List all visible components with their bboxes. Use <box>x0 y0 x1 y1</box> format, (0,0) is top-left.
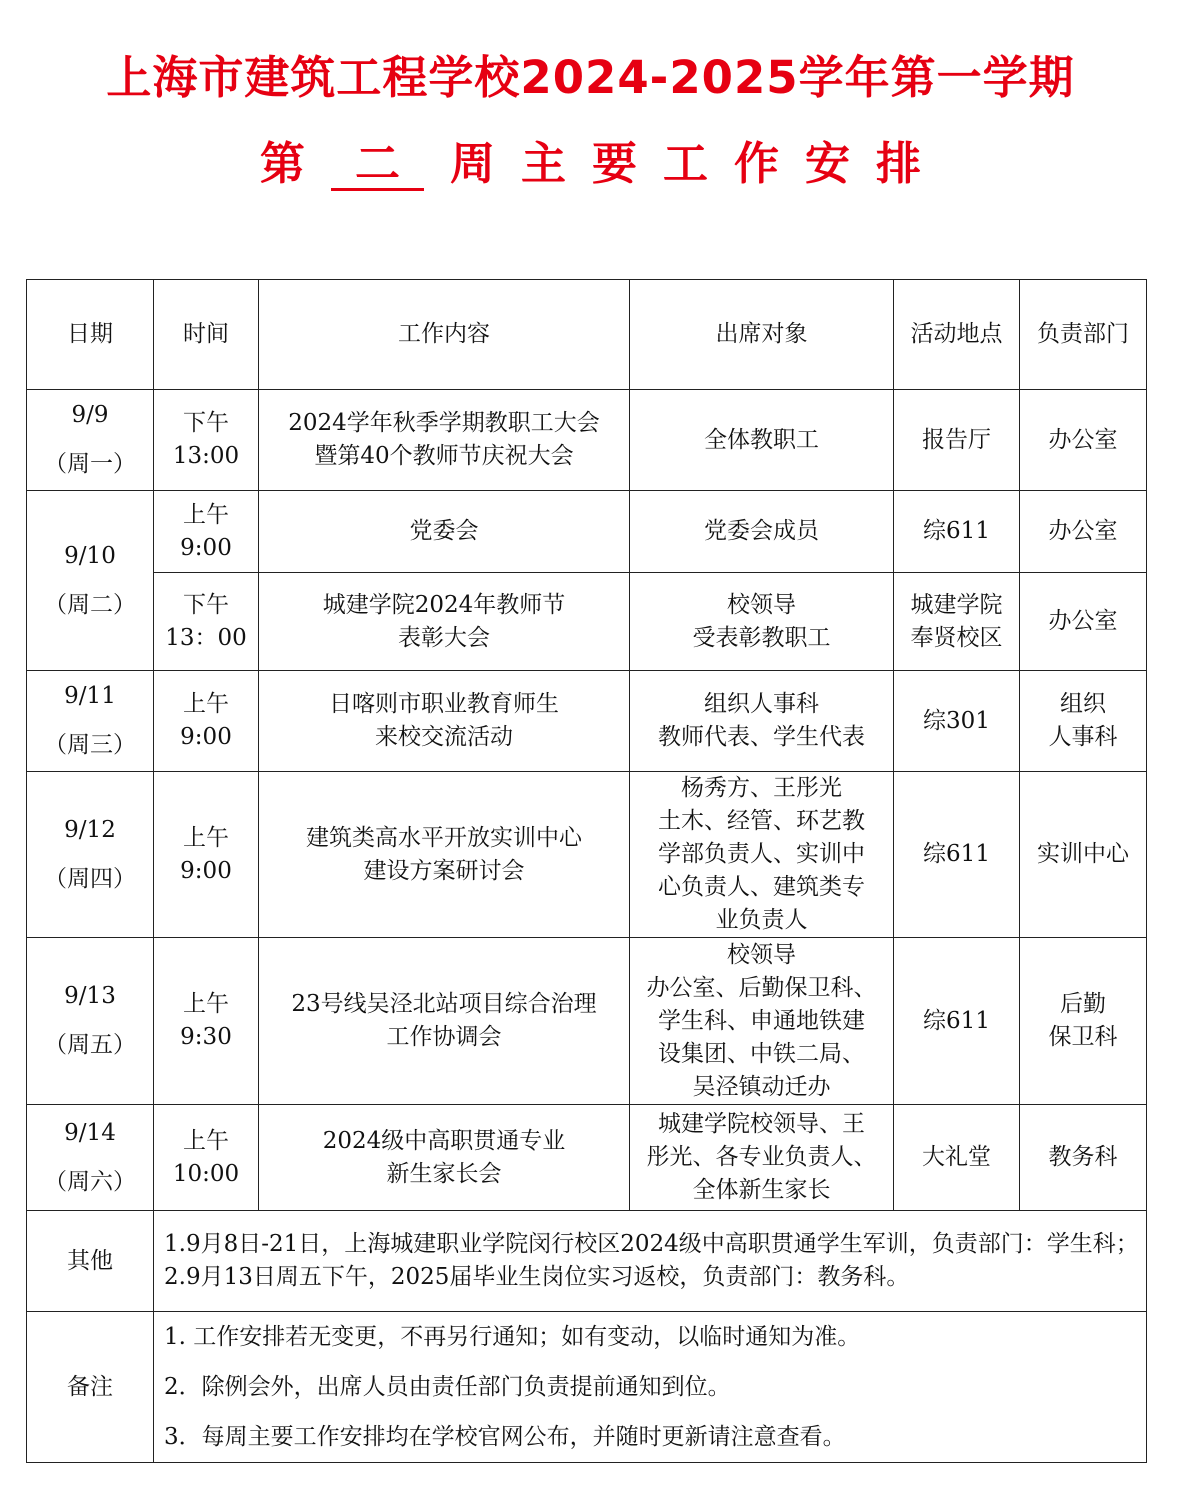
attendees-cell-line: 杨秀方、王彤光 <box>681 775 842 801</box>
attendees-cell-line: 业负责人 <box>715 907 808 933</box>
attendees-cell-line: 全体教职工 <box>704 426 819 453</box>
column-header: 负责部门 <box>1020 280 1147 390</box>
subtitle-char: 主 <box>520 137 566 190</box>
date-cell <box>27 671 154 772</box>
content-cell-line: 来校交流活动 <box>375 724 513 750</box>
other-line: 2.9月13日周五下午，2025届毕业生岗位实习返校，负责部门：教务科。 <box>164 1264 910 1290</box>
location-cell-line: 大礼堂 <box>922 1144 991 1170</box>
schedule-row <box>27 491 1147 573</box>
time-cell-line: 10:00 <box>172 1160 240 1187</box>
content-cell-line: 表彰大会 <box>398 624 490 651</box>
notes-row <box>27 1312 1147 1463</box>
attendees-cell <box>630 938 894 1105</box>
location-cell-line: 综301 <box>923 707 990 734</box>
time-cell-line: 上午 <box>183 691 229 717</box>
content-cell <box>259 671 630 772</box>
content-cell-line: 23号线吴泾北站项目综合治理 <box>291 991 597 1017</box>
date: 9/11 <box>64 683 116 709</box>
schedule-row <box>27 938 1147 1105</box>
schedule-row <box>27 772 1147 938</box>
date: 9/9 <box>71 402 109 428</box>
attendees-cell-line: 校领导 <box>727 591 796 618</box>
attendees-cell <box>630 491 894 573</box>
content-cell-line: 党委会 <box>409 518 479 544</box>
subtitle-char: 排 <box>876 137 922 190</box>
time-cell <box>154 772 259 938</box>
column-header: 日期 <box>27 280 154 390</box>
content-cell-line: 建设方案研讨会 <box>363 857 525 884</box>
other-label: 其他 <box>27 1211 154 1312</box>
date-cell <box>27 390 154 491</box>
attendees-cell-line: 受表彰教职工 <box>692 624 831 651</box>
attendees-cell-line: 办公室、后勤保卫科、 <box>646 974 877 1001</box>
time-cell-line: 9:30 <box>180 1024 232 1050</box>
department-cell <box>1020 671 1147 772</box>
subtitle-char: 周 <box>449 137 495 190</box>
weekday: （周三） <box>44 732 136 758</box>
table-header-row <box>27 280 1147 390</box>
attendees-cell-line: 吴泾镇动迁办 <box>692 1073 831 1100</box>
content-cell-line: 日喀则市职业教育师生 <box>329 691 559 717</box>
department-cell <box>1020 772 1147 938</box>
department-cell <box>1020 938 1147 1105</box>
attendees-cell-line: 教师代表、学生代表 <box>658 724 865 750</box>
content-cell-line: 工作协调会 <box>386 1024 502 1050</box>
location-cell-line: 城建学院 <box>910 591 1003 618</box>
attendees-cell-line: 土木、经管、环艺教 <box>658 808 865 834</box>
schedule-row <box>27 573 1147 671</box>
attendees-cell-line: 学部负责人、实训中 <box>658 841 865 867</box>
time-cell-line: 13：00 <box>165 624 247 651</box>
time-cell <box>154 491 259 573</box>
attendees-cell <box>630 671 894 772</box>
subtitle-char: 作 <box>734 137 780 190</box>
content-cell-line: 2024学年秋季学期教职工大会 <box>288 410 600 436</box>
content-cell <box>259 938 630 1105</box>
department-cell-line: 办公室 <box>1048 518 1118 544</box>
date: 9/13 <box>64 983 116 1009</box>
attendees-cell-line: 城建学院校领导、王 <box>658 1111 865 1137</box>
attendees-cell-line: 党委会成员 <box>704 518 819 544</box>
weekday: （周二） <box>44 591 136 618</box>
date-cell <box>27 1105 154 1211</box>
content-cell-line: 建筑类高水平开放实训中心 <box>306 824 582 851</box>
department-cell-line: 实训中心 <box>1037 841 1129 867</box>
location-cell-line: 综611 <box>923 841 990 867</box>
date-cell <box>27 938 154 1105</box>
department-cell <box>1020 1105 1147 1211</box>
attendees-cell-line: 校领导 <box>727 941 796 968</box>
date: 9/10 <box>64 542 116 569</box>
content-cell <box>259 390 630 491</box>
location-cell-line: 报告厅 <box>922 426 991 453</box>
content-cell-line: 暨第40个教师节庆祝大会 <box>314 443 574 469</box>
attendees-cell-line: 心负责人、建筑类专 <box>658 874 865 900</box>
schedule-row <box>27 671 1147 772</box>
attendees-cell <box>630 1105 894 1211</box>
other-row <box>27 1211 1147 1312</box>
date: 9/12 <box>64 816 116 843</box>
notes-content <box>154 1312 1147 1463</box>
time-cell <box>154 671 259 772</box>
content-cell <box>259 772 630 938</box>
content-cell <box>259 491 630 573</box>
department-cell-line: 后勤 <box>1060 991 1106 1017</box>
attendees-cell <box>630 390 894 491</box>
subtitle-char: 第 <box>259 137 305 190</box>
department-cell <box>1020 573 1147 671</box>
content-cell <box>259 573 630 671</box>
time-cell <box>154 573 259 671</box>
schedule-row <box>27 390 1147 491</box>
location-cell <box>894 772 1020 938</box>
time-cell <box>154 1105 259 1211</box>
content-cell-line: 新生家长会 <box>386 1160 502 1187</box>
note-line: 2．除例会外，出席人员由责任部门负责提前通知到位。 <box>164 1374 731 1400</box>
location-cell <box>894 671 1020 772</box>
location-cell-line: 奉贤校区 <box>910 624 1003 651</box>
department-cell <box>1020 491 1147 573</box>
attendees-cell <box>630 573 894 671</box>
department-cell-line: 组织 <box>1060 691 1106 717</box>
other-line: 1.9月8日-21日，上海城建职业学院闵行校区2024级中高职贯通学生军训，负责部门：学生科； <box>164 1231 1139 1257</box>
time-cell-line: 上午 <box>183 824 229 851</box>
subtitle-char: 要 <box>591 137 637 190</box>
column-header: 时间 <box>154 280 259 390</box>
week-number: 二 <box>331 140 424 191</box>
location-cell <box>894 573 1020 671</box>
weekday: （周一） <box>44 451 136 477</box>
time-cell-line: 13:00 <box>172 443 240 469</box>
note-line: 1. 工作安排若无变更，不再另行通知；如有变动，以临时通知为准。 <box>164 1324 861 1350</box>
department-cell <box>1020 390 1147 491</box>
schedule-title: 上海市建筑工程学校2024-2025学年第一学期 <box>106 51 1075 104</box>
time-cell-line: 9:00 <box>180 534 232 561</box>
department-cell-line: 教务科 <box>1048 1144 1118 1170</box>
time-cell-line: 9:00 <box>180 857 232 884</box>
date-cell <box>27 491 154 671</box>
time-cell <box>154 938 259 1105</box>
column-header: 活动地点 <box>894 280 1020 390</box>
column-header: 出席对象 <box>630 280 894 390</box>
column-header: 工作内容 <box>259 280 630 390</box>
schedule-subtitle <box>0 134 1181 194</box>
department-cell-line: 办公室 <box>1048 608 1118 634</box>
weekday: （周六） <box>44 1168 136 1195</box>
notes-label: 备注 <box>27 1312 154 1463</box>
time-cell <box>154 390 259 491</box>
note-line: 3．每周主要工作安排均在学校官网公布，并随时更新请注意查看。 <box>164 1424 846 1450</box>
location-cell-line: 综611 <box>923 1007 990 1034</box>
attendees-cell <box>630 772 894 938</box>
attendees-cell-line: 学生科、申通地铁建 <box>658 1007 865 1034</box>
subtitle-char: 安 <box>805 137 851 190</box>
department-cell-line: 办公室 <box>1048 426 1118 453</box>
attendees-cell-line: 设集团、中铁二局、 <box>658 1040 865 1067</box>
time-cell-line: 上午 <box>183 991 229 1017</box>
attendees-cell-line: 组织人事科 <box>704 691 819 717</box>
date: 9/14 <box>64 1119 116 1146</box>
weekday: （周五） <box>44 1032 136 1058</box>
attendees-cell-line: 全体新生家长 <box>692 1177 831 1203</box>
location-cell <box>894 491 1020 573</box>
content-cell-line: 城建学院2024年教师节 <box>322 591 566 618</box>
schedule-row <box>27 1105 1147 1211</box>
subtitle-char: 工 <box>663 137 709 190</box>
department-cell-line: 人事科 <box>1048 724 1118 750</box>
other-content <box>154 1211 1147 1312</box>
content-cell-line: 2024级中高职贯通专业 <box>322 1127 566 1154</box>
time-cell-line: 9:00 <box>180 724 232 750</box>
location-cell <box>894 938 1020 1105</box>
attendees-cell-line: 彤光、各专业负责人、 <box>646 1144 877 1170</box>
time-cell-line: 上午 <box>183 501 229 528</box>
weekday: （周四） <box>44 865 136 892</box>
location-cell <box>894 390 1020 491</box>
location-cell <box>894 1105 1020 1211</box>
time-cell-line: 下午 <box>183 410 229 436</box>
time-cell-line: 上午 <box>183 1127 229 1154</box>
time-cell-line: 下午 <box>183 591 229 618</box>
content-cell <box>259 1105 630 1211</box>
location-cell-line: 综611 <box>923 518 990 544</box>
date-cell <box>27 772 154 938</box>
schedule-table <box>26 279 1147 1463</box>
department-cell-line: 保卫科 <box>1048 1024 1118 1050</box>
